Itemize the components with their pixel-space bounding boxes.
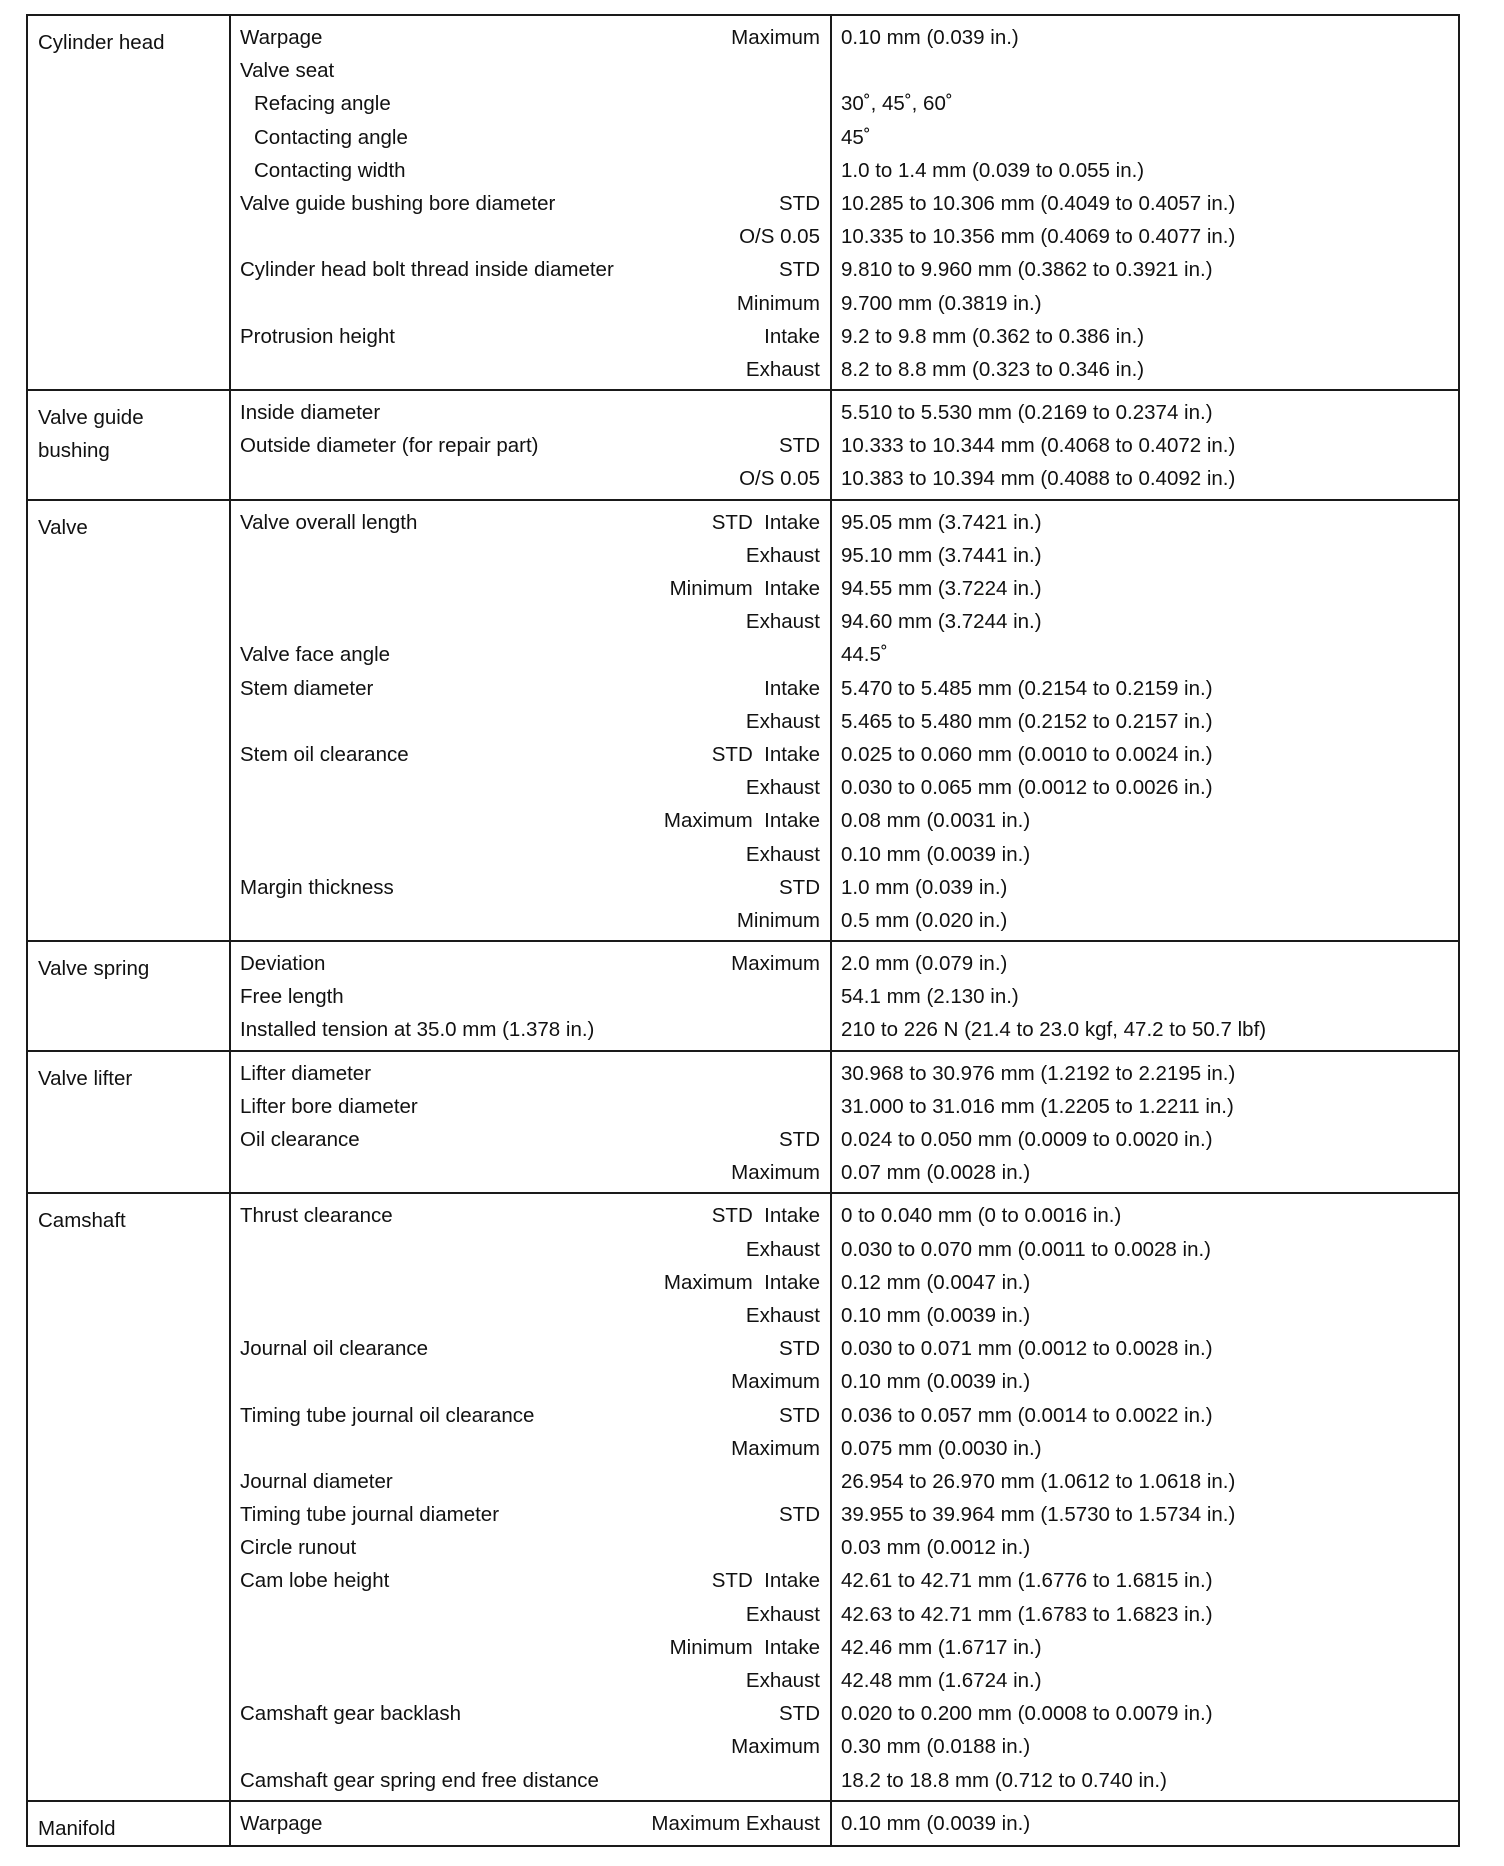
spec-item-row	[231, 154, 830, 187]
item-condition: Exhaust	[745, 357, 820, 381]
item-name: Timing tube journal oil clearance	[240, 1403, 535, 1427]
item-name: Warpage	[240, 26, 323, 49]
item-name: Cylinder head bolt thread inside diameter	[240, 258, 614, 282]
item-condition: Intake	[764, 324, 820, 348]
item-name: Lifter diameter	[240, 1061, 372, 1085]
spec-item-row	[231, 1299, 830, 1332]
item-name: Timing tube journal diameter	[240, 1503, 500, 1527]
spec-item-row	[231, 771, 830, 804]
item-name: Valve seat	[240, 59, 335, 83]
spec-item-row	[231, 1664, 830, 1697]
section-label: Valve	[38, 515, 88, 539]
spec-value: 10.335 to 10.356 mm (0.4069 to 0.4077 in.)	[841, 225, 1236, 249]
spec-value: 0.12 mm (0.0047 in.)	[841, 1270, 1031, 1294]
item-name: Inside diameter	[240, 401, 381, 425]
spec-item-row	[231, 220, 830, 253]
spec-value: 10.285 to 10.306 mm (0.4049 to 0.4057 in.)	[841, 191, 1236, 215]
item-cell	[230, 941, 831, 1051]
item-condition: STD	[779, 1337, 820, 1361]
item-condition: Maximum Intake	[663, 809, 820, 833]
item-condition: STD	[779, 1702, 820, 1726]
spec-value: 5.510 to 5.530 mm (0.2169 to 0.2374 in.)	[841, 401, 1213, 425]
value-cell	[831, 1193, 1459, 1800]
spec-section	[27, 1801, 1459, 1846]
item-name: Oil clearance	[240, 1128, 360, 1151]
spec-value	[832, 54, 1458, 87]
spec-section	[27, 500, 1459, 941]
item-condition: Maximum	[731, 1735, 820, 1759]
item-name: Stem oil clearance	[240, 742, 409, 766]
spec-value: 0.10 mm (0.039 in.)	[841, 26, 1019, 49]
spec-value: 0.030 to 0.071 mm (0.0012 to 0.0028 in.)	[841, 1337, 1213, 1361]
spec-value: 210 to 226 N (21.4 to 23.0 kgf, 47.2 to 50.7 lbf)	[841, 1018, 1267, 1042]
section-label-cell	[27, 15, 230, 390]
spec-value: 8.2 to 8.8 mm (0.323 to 0.346 in.)	[841, 357, 1145, 381]
section-label-cell	[27, 500, 230, 941]
spec-value: 31.000 to 31.016 mm (1.2205 to 1.2211 in.)	[841, 1094, 1234, 1118]
spec-item-row	[231, 1730, 830, 1763]
item-condition: Maximum	[731, 952, 820, 976]
spec-value: 1.0 to 1.4 mm (0.039 to 0.055 in.)	[841, 158, 1145, 182]
spec-item-row	[231, 1156, 830, 1189]
spec-value: 0.020 to 0.200 mm (0.0008 to 0.0079 in.)	[841, 1702, 1213, 1726]
spec-item-row	[231, 253, 830, 286]
section-label-cell	[27, 1051, 230, 1194]
spec-item-row	[231, 1332, 830, 1365]
spec-value: 94.55 mm (3.7224 in.)	[841, 577, 1042, 600]
item-condition: Minimum Intake	[669, 577, 820, 600]
section-label-cell	[27, 1801, 230, 1846]
section-label: Valve spring	[38, 957, 150, 981]
item-condition: STD	[779, 1403, 820, 1427]
spec-value: 54.1 mm (2.130 in.)	[841, 985, 1019, 1009]
spec-value: 45˚	[841, 125, 871, 149]
spec-item-row	[231, 1631, 830, 1664]
spec-value: 5.465 to 5.480 mm (0.2152 to 0.2157 in.)	[841, 709, 1213, 733]
spec-item-row	[231, 21, 830, 54]
item-name: Margin thickness	[240, 875, 394, 899]
item-name: Warpage	[240, 1811, 323, 1835]
item-name: Contacting width	[254, 158, 406, 182]
spec-value: 18.2 to 18.8 mm (0.712 to 0.740 in.)	[841, 1768, 1167, 1792]
spec-item-row	[231, 738, 830, 771]
item-condition: STD Intake	[711, 1204, 820, 1228]
item-condition: Maximum Intake	[663, 1270, 820, 1294]
spec-item-row	[231, 1697, 830, 1730]
item-cell	[230, 390, 831, 500]
spec-item-row	[231, 904, 830, 937]
spec-value: 26.954 to 26.970 mm (1.0612 to 1.0618 in.)	[841, 1469, 1236, 1493]
value-cell	[831, 390, 1459, 500]
spec-value: 42.46 mm (1.6717 in.)	[841, 1635, 1042, 1659]
value-cell	[831, 1801, 1459, 1846]
value-cell	[831, 500, 1459, 941]
item-condition: O/S 0.05	[739, 225, 820, 249]
item-condition: Exhaust	[745, 842, 820, 866]
spec-value: 10.333 to 10.344 mm (0.4068 to 0.4072 in.)	[841, 434, 1236, 458]
spec-item-row	[231, 638, 830, 671]
item-name: Valve overall length	[240, 510, 418, 534]
spec-item-row	[231, 1764, 830, 1797]
item-condition: Maximum Exhaust	[651, 1811, 820, 1835]
spec-item-row	[231, 506, 830, 539]
item-condition: STD Intake	[711, 1569, 820, 1593]
item-condition: Maximum	[731, 1370, 820, 1394]
spec-value: 9.810 to 9.960 mm (0.3862 to 0.3921 in.)	[841, 258, 1213, 282]
spec-value: 5.470 to 5.485 mm (0.2154 to 0.2159 in.)	[841, 676, 1213, 700]
item-condition: STD	[779, 1128, 820, 1151]
item-condition: Exhaust	[745, 1237, 820, 1261]
item-name: Circle runout	[240, 1536, 357, 1560]
spec-value: 44.5˚	[841, 643, 888, 667]
spec-value: 95.10 mm (3.7441 in.)	[841, 543, 1042, 567]
item-name: Journal oil clearance	[240, 1337, 429, 1361]
spec-item-row	[231, 1498, 830, 1531]
item-condition: O/S 0.05	[739, 467, 820, 491]
item-name: Cam lobe height	[240, 1569, 390, 1593]
section-label: Cylinder head	[38, 31, 165, 54]
spec-value: 0.10 mm (0.0039 in.)	[841, 1370, 1031, 1394]
item-cell	[230, 15, 831, 390]
spec-item-row	[231, 838, 830, 871]
spec-item-row	[231, 287, 830, 320]
section-label-cell	[27, 390, 230, 500]
spec-item-row	[231, 871, 830, 904]
spec-item-row	[231, 539, 830, 572]
item-name: Valve face angle	[240, 643, 391, 667]
item-condition: Exhaust	[745, 543, 820, 567]
spec-item-row	[231, 121, 830, 154]
spec-value: 1.0 mm (0.039 in.)	[841, 875, 1008, 899]
spec-item-row	[231, 462, 830, 495]
value-cell	[831, 1051, 1459, 1194]
spec-item-row	[231, 1807, 830, 1840]
spec-item-row	[231, 980, 830, 1013]
spec-value: 0.5 mm (0.020 in.)	[841, 908, 1008, 932]
item-condition: Minimum	[736, 291, 820, 315]
spec-value: 0.07 mm (0.0028 in.)	[841, 1161, 1031, 1185]
item-cell	[230, 1801, 831, 1846]
spec-item-row	[231, 54, 830, 87]
spec-section	[27, 15, 1459, 390]
section-label: Valve guide bushing	[38, 406, 144, 463]
value-cell	[831, 941, 1459, 1051]
spec-item-row	[231, 320, 830, 353]
section-label: Camshaft	[38, 1209, 126, 1233]
item-condition: Maximum	[731, 1161, 820, 1185]
item-condition: STD	[779, 434, 820, 458]
spec-value: 94.60 mm (3.7244 in.)	[841, 610, 1042, 634]
item-condition: STD	[779, 258, 820, 282]
item-name: Lifter bore diameter	[240, 1094, 418, 1118]
item-name: Contacting angle	[254, 125, 408, 149]
spec-item-row	[231, 1598, 830, 1631]
spec-section	[27, 390, 1459, 500]
spec-value: 0.10 mm (0.0039 in.)	[841, 1303, 1031, 1327]
item-cell	[230, 1051, 831, 1194]
spec-value: 0.025 to 0.060 mm (0.0010 to 0.0024 in.)	[841, 742, 1213, 766]
item-condition: Minimum	[736, 908, 820, 932]
spec-item-row	[231, 1266, 830, 1299]
item-name: Camshaft gear spring end free distance	[240, 1768, 599, 1792]
value-cell	[831, 15, 1459, 390]
spec-item-row	[231, 396, 830, 429]
item-name: Stem diameter	[240, 676, 374, 700]
item-condition: STD	[779, 875, 820, 899]
item-name: Journal diameter	[240, 1469, 393, 1493]
section-label-cell	[27, 941, 230, 1051]
item-name: Camshaft gear backlash	[240, 1702, 462, 1726]
section-label: Manifold	[38, 1816, 116, 1840]
spec-value: 0.10 mm (0.0039 in.)	[841, 842, 1031, 866]
spec-item-row	[231, 353, 830, 386]
spec-item-row	[231, 947, 830, 980]
spec-item-row	[231, 1123, 830, 1156]
spec-item-row	[231, 1199, 830, 1232]
spec-item-row	[231, 605, 830, 638]
spec-item-row	[231, 1465, 830, 1498]
item-condition: Intake	[764, 676, 820, 700]
spec-value: 0.10 mm (0.0039 in.)	[841, 1811, 1031, 1835]
spec-item-row	[231, 187, 830, 220]
spec-value: 42.48 mm (1.6724 in.)	[841, 1669, 1042, 1692]
section-label: Valve lifter	[38, 1066, 133, 1090]
spec-value: 0.024 to 0.050 mm (0.0009 to 0.0020 in.)	[841, 1128, 1213, 1151]
spec-table	[26, 14, 1460, 1847]
spec-value: 9.700 mm (0.3819 in.)	[841, 291, 1042, 315]
spec-item-row	[231, 1531, 830, 1564]
spec-item-row	[231, 672, 830, 705]
item-name: Deviation	[240, 952, 326, 976]
spec-value: 39.955 to 39.964 mm (1.5730 to 1.5734 in.)	[841, 1503, 1236, 1527]
spec-value: 0.075 mm (0.0030 in.)	[841, 1436, 1042, 1460]
spec-value: 0.03 mm (0.0012 in.)	[841, 1536, 1031, 1560]
spec-item-row	[231, 1057, 830, 1090]
spec-item-row	[231, 429, 830, 462]
item-name: Protrusion height	[240, 324, 395, 348]
spec-value: 0.036 to 0.057 mm (0.0014 to 0.0022 in.)	[841, 1403, 1213, 1427]
item-name: Installed tension at 35.0 mm (1.378 in.)	[240, 1018, 595, 1042]
spec-item-row	[231, 1432, 830, 1465]
spec-item-row	[231, 1013, 830, 1046]
item-condition: STD Intake	[711, 510, 820, 534]
spec-value: 0.030 to 0.065 mm (0.0012 to 0.0026 in.)	[841, 776, 1213, 800]
spec-value: 10.383 to 10.394 mm (0.4088 to 0.4092 in.)	[841, 467, 1236, 491]
item-name: Thrust clearance	[240, 1204, 393, 1228]
item-condition: Exhaust	[745, 1303, 820, 1327]
item-condition: Exhaust	[745, 709, 820, 733]
spec-value: 0.30 mm (0.0188 in.)	[841, 1735, 1031, 1759]
item-condition: STD	[779, 1503, 820, 1527]
item-cell	[230, 1193, 831, 1800]
item-condition: Maximum	[731, 26, 820, 49]
spec-value: 0.030 to 0.070 mm (0.0011 to 0.0028 in.)	[841, 1237, 1212, 1261]
item-name: Free length	[240, 985, 344, 1009]
item-condition: Maximum	[731, 1436, 820, 1460]
item-condition: STD Intake	[711, 742, 820, 766]
spec-value: 30.968 to 30.976 mm (1.2192 to 2.2195 in.)	[841, 1061, 1236, 1085]
spec-value: 30˚, 45˚, 60˚	[841, 92, 953, 116]
spec-item-row	[231, 705, 830, 738]
spec-value: 95.05 mm (3.7421 in.)	[841, 510, 1042, 534]
spec-section	[27, 1193, 1459, 1800]
spec-item-row	[231, 1233, 830, 1266]
spec-section	[27, 1051, 1459, 1194]
spec-item-row	[231, 572, 830, 605]
item-condition: Exhaust	[745, 776, 820, 800]
spec-item-row	[231, 87, 830, 120]
spec-table-body	[27, 15, 1459, 1846]
spec-item-row	[231, 1399, 830, 1432]
spec-item-row	[231, 1564, 830, 1597]
spec-value: 9.2 to 9.8 mm (0.362 to 0.386 in.)	[841, 324, 1145, 348]
item-condition: Exhaust	[745, 610, 820, 634]
spec-value: 2.0 mm (0.079 in.)	[841, 952, 1008, 976]
spec-value: 42.61 to 42.71 mm (1.6776 to 1.6815 in.)	[841, 1569, 1213, 1593]
spec-section	[27, 941, 1459, 1051]
item-name: Refacing angle	[254, 92, 391, 116]
item-name: Valve guide bushing bore diameter	[240, 191, 556, 215]
item-cell	[230, 500, 831, 941]
item-name: Outside diameter (for repair part)	[240, 434, 539, 458]
item-condition: Minimum Intake	[669, 1635, 820, 1659]
section-label-cell	[27, 1193, 230, 1800]
spec-value: 0.08 mm (0.0031 in.)	[841, 809, 1031, 833]
spec-item-row	[231, 1365, 830, 1398]
spec-item-row	[231, 804, 830, 837]
spec-item-row	[231, 1090, 830, 1123]
item-condition: Exhaust	[745, 1669, 820, 1692]
item-condition: STD	[779, 191, 820, 215]
spec-value: 0 to 0.040 mm (0 to 0.0016 in.)	[841, 1204, 1122, 1228]
item-condition: Exhaust	[745, 1602, 820, 1626]
spec-value: 42.63 to 42.71 mm (1.6783 to 1.6823 in.)	[841, 1602, 1213, 1626]
